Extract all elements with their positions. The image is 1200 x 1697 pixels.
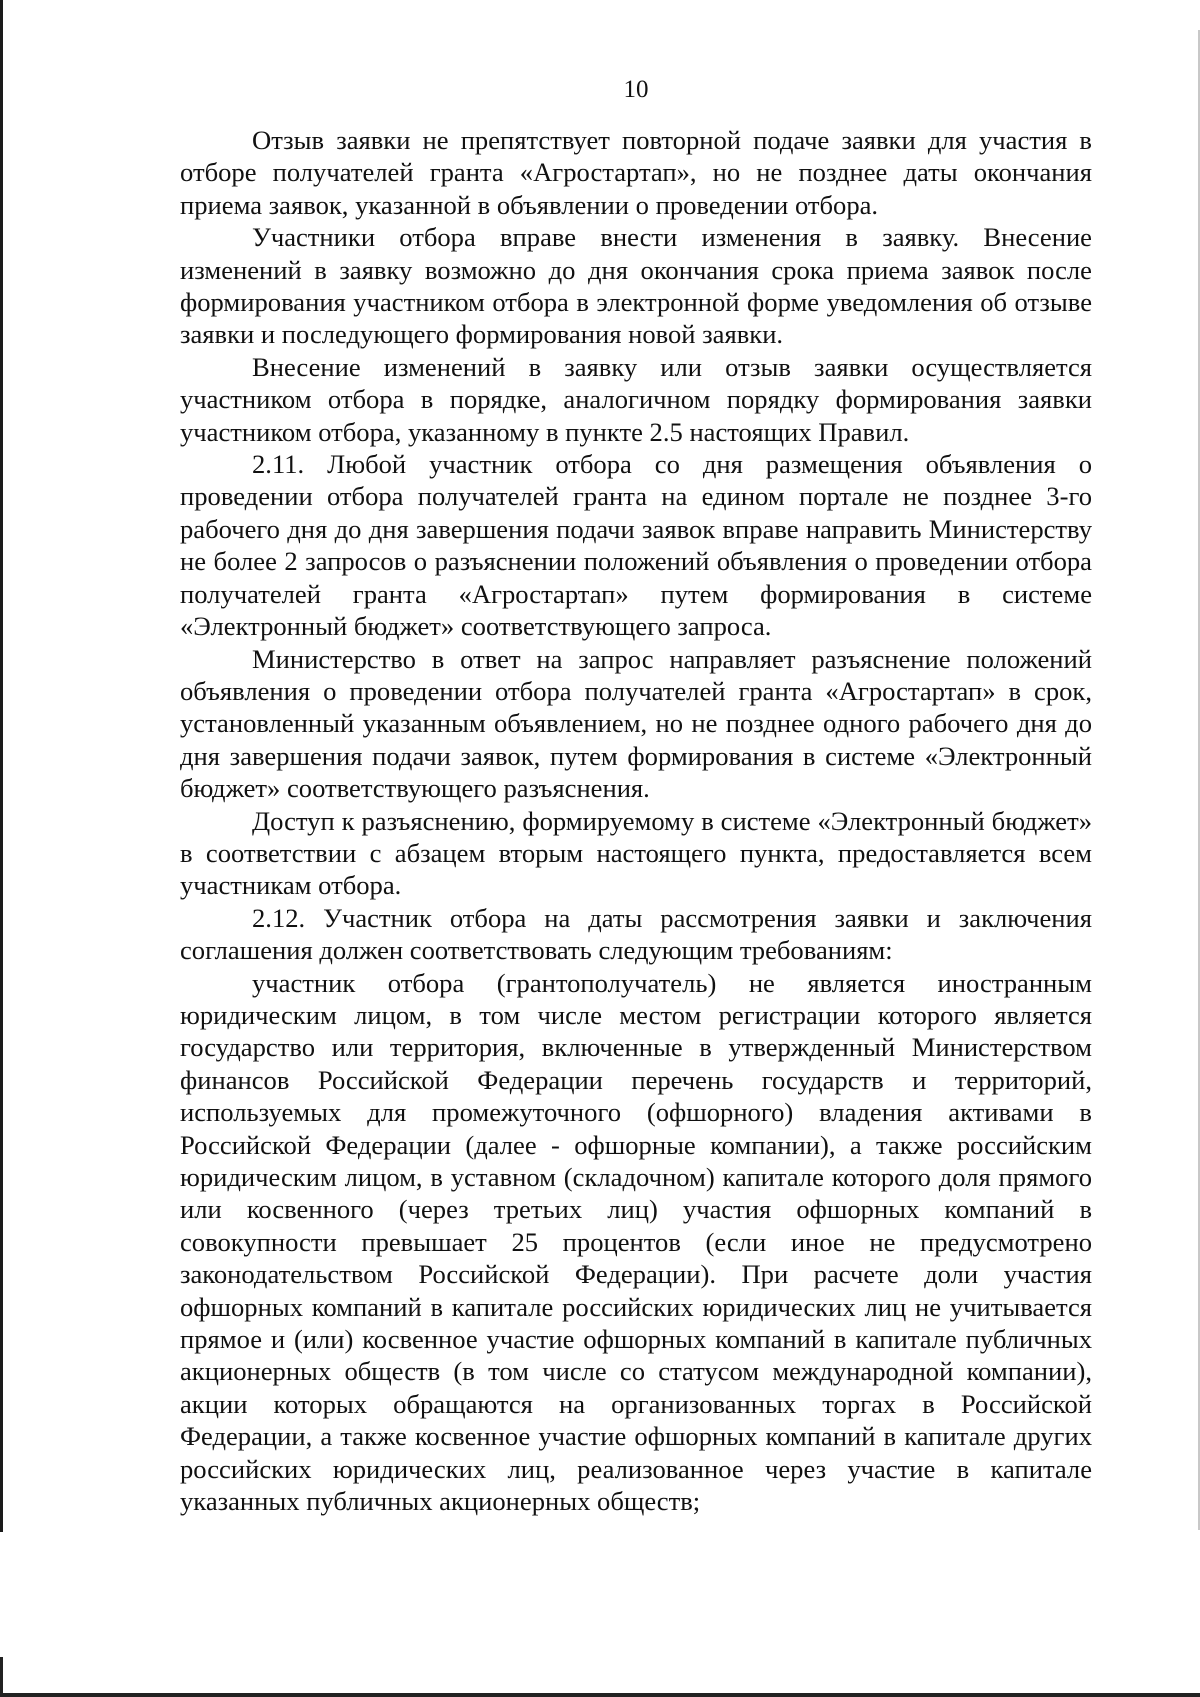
paragraph-clause-2-12: 2.12. Участник отбора на даты рассмотрения заявки и заключения соглашения должен соответствовать следующим требованиям: [180, 902, 1092, 966]
scan-left-border [0, 0, 3, 1532]
paragraph-offshore-requirement: участник отбора (грантополучатель) не является иностранным юридическим лицом, в том числе местом регистрации которого является государство или территория, включенные в утвержденный Министерством финансов Российской Федерации перечень государств и территорий, используемых для промежуточного (офшорного) владения активами в Российской Федерации (далее - офшорные компании), а также российским юридическим лицом, в уставном (складочном) капитале которого доля прямого или косвенного (через третьих лиц) участия офшорных компаний в совокупности превышает 25 процентов (если иное не предусмотрено законодательством Российской Федерации). При расчете доли участия офшорных компаний в капитале российских юридических лиц не учитывается прямое и (или) косвенное участие офшорных компаний в капитале публичных акционерных обществ (в том числе со статусом международной компании), акции которых обращаются на организованных торгах в Российской Федерации, а также косвенное участие офшорных компаний в капитале других российских юридических лиц, реализованное через участие в капитале указанных публичных акционерных обществ; [180, 967, 1092, 1517]
page-number: 10 [623, 76, 649, 103]
scan-bottom-corner [0, 1657, 3, 1697]
paragraph-application-withdrawal: Отзыв заявки не препятствует повторной подаче заявки для участия в отборе получателей гранта «Агростартап», но не позднее даты окончания приема заявок, указанной в объявлении о проведении отбора. [180, 125, 1092, 220]
scan-bottom-border [0, 1693, 1200, 1697]
paragraph-application-changes: Участники отбора вправе внести изменения в заявку. Внесение изменений в заявку возможно до дня окончания срока приема заявок после формирования участником отбора в электронной форме уведомления об отзыве заявки и последующего формирования новой заявки. [180, 222, 1092, 350]
paragraph-clarification-access: Доступ к разъяснению, формируемому в системе «Электронный бюджет» в соответствии с абзацем вторым настоящего пункта, предоставляется всем участникам отбора. [180, 805, 1092, 901]
paragraph-clause-2-11: 2.11. Любой участник отбора со дня размещения объявления о проведении отбора получателей гранта на едином портале не позднее 3-го рабочего дня до дня завершения подачи заявок вправе направить Министерству не более 2 запросов о разъяснении положений объявления о проведении отбора получателей гранта «Агростартап» путем формирования в системе «Электронный бюджет» соответствующего запроса. [180, 449, 1092, 642]
paragraph-ministry-response: Министерство в ответ на запрос направляет разъяснение положений объявления о проведении отбора получателей гранта «Агростартап» в срок, установленный указанным объявлением, но не позднее одного рабочего дня до дня завершения подачи заявок, путем формирования в системе «Электронный бюджет» соответствующего разъяснения. [180, 643, 1092, 804]
paragraph-changes-procedure: Внесение изменений в заявку или отзыв заявки осуществляется участником отбора в порядке, аналогичном порядку формирования заявки участником отбора, указанному в пункте 2.5 настоящих Правил. [180, 351, 1092, 447]
document-body [180, 124, 1092, 1517]
